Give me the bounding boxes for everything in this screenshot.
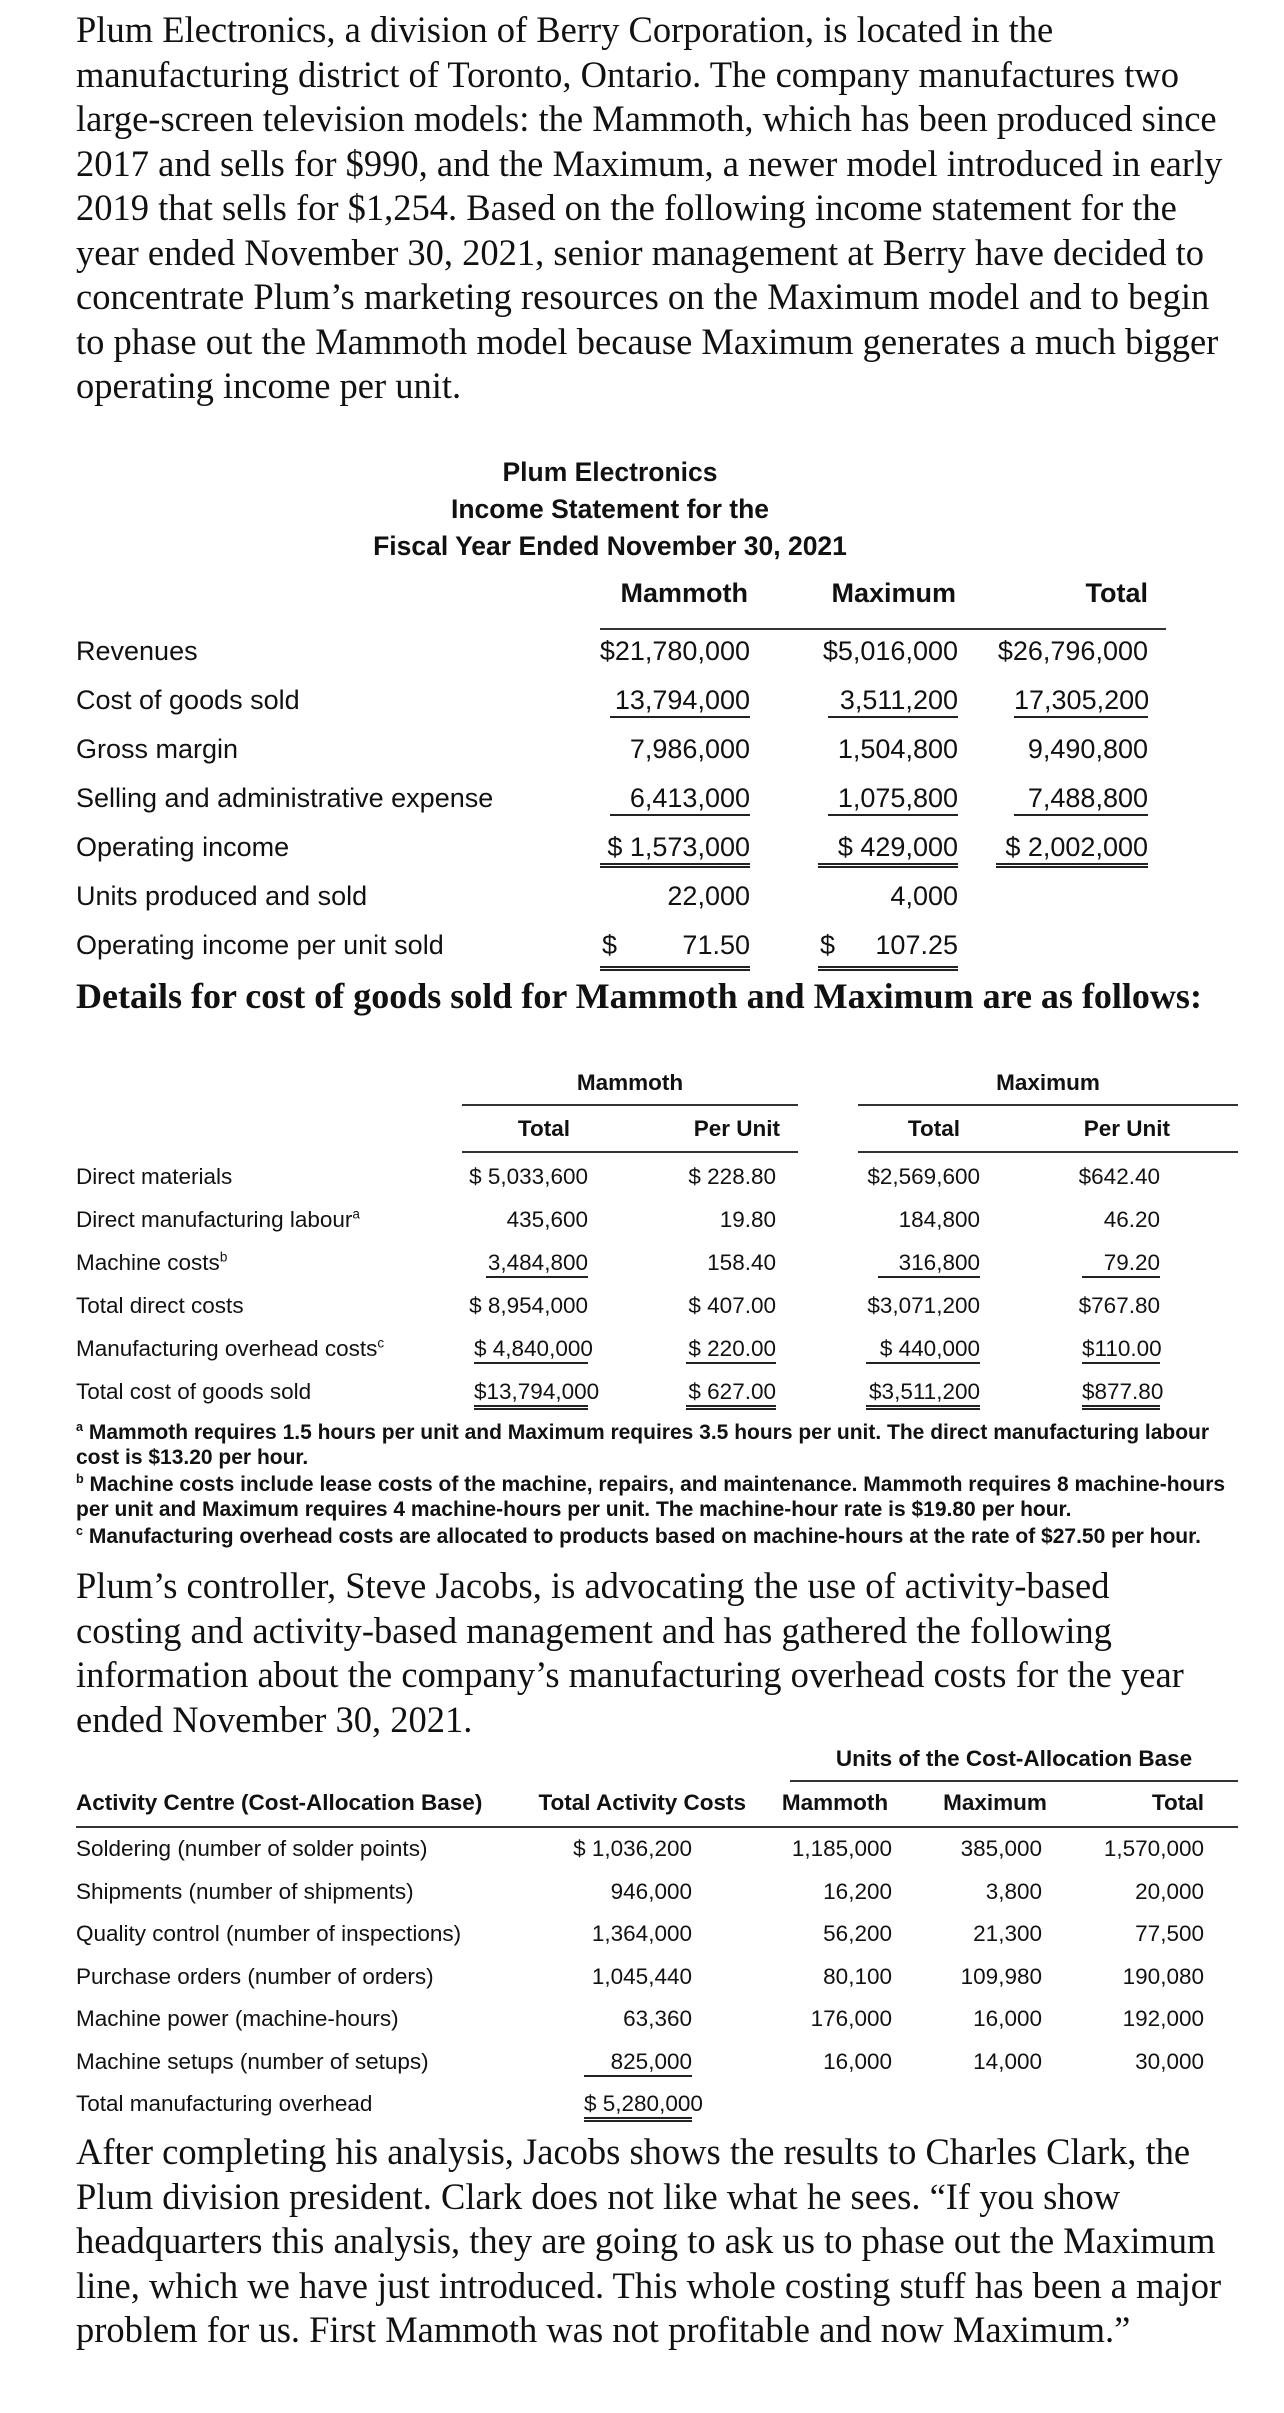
footnote-c-mark: c [76,1524,84,1538]
cogs-tdc-maximum-unit: $767.80 [1078,1293,1160,1318]
row-label-units: Units produced and sold [76,881,368,911]
income-statement-title [0,454,1220,565]
cogs-row-label-machine-text: Machine costs [76,1250,220,1275]
cogs-mc-maximum-total: 316,800 [878,1250,980,1278]
cogs-row-label-dml [76,1207,360,1233]
group-header-maximum: Maximum [996,1070,1100,1095]
subcol-rule-mammoth [462,1151,798,1153]
footnote-b [76,1472,1226,1522]
cogs-mc-mammoth-unit: 158.40 [707,1250,776,1275]
subcol-total-maximum: Total [907,1116,960,1141]
cogs-moh-mammoth-total: $ 4,840,000 [474,1336,588,1364]
subcol-rule-maximum [858,1151,1238,1153]
cell-revenues-maximum: $5,016,000 [822,636,958,666]
cogs-tdc-mammoth-total: $ 8,954,000 [469,1293,588,1318]
cogs-moh-mammoth-unit: $ 220.00 [686,1336,776,1364]
cogs-row-label-dml-text: Direct manufacturing labour [76,1207,353,1232]
currency-sign: $ [602,930,618,960]
activity-cell: 30,000 [1135,2048,1204,2074]
row-label-cogs: Cost of goods sold [76,685,300,715]
cogs-tdc-mammoth-unit: $ 407.00 [688,1293,776,1318]
subcol-per-unit-mammoth: Per Unit [693,1116,780,1141]
activity-col-maximum: Maximum [943,1790,1047,1815]
footnote-mark-b: b [219,1249,228,1265]
cogs-tdc-maximum-total: $3,071,200 [867,1293,980,1318]
footnote-mark-a: a [352,1206,360,1222]
cogs-dm-mammoth-total: $ 5,033,600 [469,1164,588,1189]
cogs-dml-mammoth-unit: 19.80 [719,1207,776,1232]
activity-row-label: Machine setups (number of setups) [76,2048,429,2074]
cell-cogs-mammoth: 13,794,000 [610,685,750,718]
cell-oi-per-unit-maximum-box [818,930,958,971]
subcol-per-unit-maximum: Per Unit [1083,1116,1170,1141]
activity-cell: 63,360 [623,2006,692,2031]
cell-operating-income-total: $ 2,002,000 [996,832,1148,868]
cell-selling-admin-maximum: 1,075,800 [828,783,958,816]
activity-group-header: Units of the Cost-Allocation Base [835,1746,1193,1771]
activity-cell: 1,364,000 [591,1921,692,1946]
activity-cell: 16,200 [823,1878,892,1904]
footnote-c [76,1524,1226,1549]
row-label-operating-income: Operating income [76,832,290,862]
group-rule-maximum [858,1104,1238,1106]
activity-cell: 21,300 [973,1921,1042,1946]
cell-revenues-mammoth: $21,780,000 [599,636,750,666]
activity-cell: 1,570,000 [1103,1836,1204,1861]
col-header-total: Total [1085,578,1148,608]
cell-selling-admin-mammoth: 6,413,000 [610,783,750,816]
activity-cell: 56,200 [823,1921,892,1946]
cell-gross-margin-mammoth: 7,986,000 [629,734,750,764]
cell-selling-admin-total: 7,488,800 [1014,783,1148,816]
col-header-mammoth: Mammoth [620,578,748,608]
title-line-3: Fiscal Year Ended November 30, 2021 [373,531,847,561]
activity-row-label: Machine power (machine-hours) [76,2006,399,2031]
cogs-dm-maximum-unit: $642.40 [1078,1164,1160,1189]
activity-cell: $ 1,036,200 [573,1836,692,1861]
cogs-row-label-total-cogs: Total cost of goods sold [76,1379,312,1404]
cell-cogs-maximum: 3,511,200 [828,685,958,718]
activity-cell: $ 5,280,000 [584,2091,692,2122]
cogs-row-label-overhead-text: Manufacturing overhead costs [76,1336,378,1361]
row-label-gross-margin: Gross margin [76,734,239,764]
group-header-mammoth: Mammoth [576,1070,684,1095]
cell-oi-per-unit-maximum: 107.25 [875,930,958,960]
activity-group-rule [790,1780,1238,1782]
activity-row-label: Total manufacturing overhead [76,2091,373,2116]
activity-row-label: Purchase orders (number of orders) [76,1963,434,1989]
cogs-tcogs-maximum-unit: $877.80 [1082,1379,1160,1410]
footnote-mark-c: c [377,1335,385,1351]
cogs-dml-mammoth-total: 435,600 [506,1207,588,1232]
cell-gross-margin-maximum: 1,504,800 [837,734,958,764]
activity-cell: 192,000 [1122,2006,1204,2031]
cogs-row-label-direct-materials: Direct materials [76,1164,233,1189]
cogs-mc-mammoth-total: 3,484,800 [486,1250,588,1278]
cogs-moh-maximum-unit: $110.00 [1082,1336,1160,1364]
activity-cell: 1,185,000 [791,1836,892,1861]
col-header-maximum: Maximum [831,578,956,608]
activity-cell: 14,000 [973,2048,1042,2074]
activity-cell: 1,045,440 [591,1963,692,1989]
cogs-dml-maximum-unit: 46.20 [1103,1207,1160,1232]
cogs-tcogs-mammoth-total: $13,794,000 [474,1379,588,1410]
activity-row-label: Shipments (number of shipments) [76,1878,414,1904]
footnote-a [76,1420,1226,1470]
activity-cell: 16,000 [973,2006,1042,2031]
title-line-2: Income Statement for the [450,494,770,524]
cogs-dml-maximum-total: 184,800 [898,1207,980,1232]
activity-cell: 109,980 [960,1963,1042,1989]
activity-row-label: Soldering (number of solder points) [76,1836,428,1861]
activity-cell: 3,800 [985,1878,1042,1904]
activity-cell: 385,000 [960,1836,1042,1861]
row-label-revenues: Revenues [76,636,198,666]
controller-paragraph: Plum’s controller, Steve Jacobs, is advocating the use of activity-based costing and activity-based management and has gathered the following information about the company’s manufacturing overhead costs for the year ended November 30, 2021. [76,1565,1184,1740]
footnote-a-mark: a [76,1420,84,1434]
row-label-oi-per-unit: Operating income per unit sold [76,930,444,960]
activity-cell: 825,000 [584,2049,692,2077]
title-line-1: Plum Electronics [502,457,718,487]
subcol-total-mammoth: Total [517,1116,570,1141]
activity-cell: 190,080 [1122,1963,1204,1989]
cogs-tcogs-maximum-total: $3,511,200 [866,1379,980,1410]
intro-paragraph: Plum Electronics, a division of Berry Corporation, is located in the manufacturing district of Toronto, Ontario. The company manufactures two large-screen television models: the Mammoth, which has been produced since 2017 and sells for $990, and the Maximum, a newer model introduced in early 2019 that sells for $1,254. Based on the following income statement for the year ended November 30, 2021, senior management at Berry have decided to concentrate Plum’s marketing resources on the Maximum model and to begin to phase out the Mammoth model because Maximum generates a much bigger operating income per unit. [76,9,1223,406]
currency-sign: $ [820,930,836,960]
closing-paragraph: After completing his analysis, Jacobs shows the results to Charles Clark, the Plum division president. Clark does not like what he sees. “If you show headquarters this analysis, they are going to ask us to phase out the Maximum line, which we have just introduced. This whole costing stuff has been a major problem for us. First Mammoth was not profitable and now Maximum.” [76,2131,1222,2350]
cell-operating-income-mammoth: $ 1,573,000 [600,832,750,868]
cogs-moh-maximum-total: $ 440,000 [866,1336,980,1364]
cogs-row-label-overhead [76,1336,384,1362]
activity-row-label: Quality control (number of inspections) [76,1921,462,1946]
header-rule [600,628,1166,630]
cogs-dm-mammoth-unit: $ 228.80 [688,1164,776,1189]
cogs-heading: Details for cost of goods sold for Mammoth and Maximum are as follows: [76,976,1202,1016]
row-label-selling-admin: Selling and administrative expense [76,783,494,813]
activity-cell: 20,000 [1135,1878,1204,1904]
activity-cell: 16,000 [823,2048,892,2074]
activity-cell: 80,100 [823,1963,892,1989]
cell-revenues-total: $26,796,000 [997,636,1148,666]
activity-col-mammoth: Mammoth [781,1790,889,1815]
cogs-mc-maximum-unit: 79.20 [1082,1250,1160,1278]
cogs-tcogs-mammoth-unit: $ 627.00 [686,1379,776,1410]
cogs-row-label-total-direct: Total direct costs [76,1293,244,1318]
activity-cell: 176,000 [810,2006,892,2031]
activity-col-total-costs: Total Activity Costs [538,1790,746,1815]
activity-col-activity-centre: Activity Centre (Cost-Allocation Base) [76,1790,483,1815]
cell-cogs-total: 17,305,200 [1014,685,1148,718]
footnote-b-text: Machine costs include lease costs of the machine, repairs, and maintenance. Mammoth requires 8 machine-hours per unit and Maximum requires 4 machine-hours per unit. The machine-hour rate is $19.80 per hour. [76,1473,1226,1521]
activity-header-rule [76,1826,1238,1828]
footnote-c-text: Manufacturing overhead costs are allocated to products based on machine-hours at the rate of $27.50 per hour. [88,1525,1201,1548]
cell-oi-per-unit-mammoth-box [600,930,750,971]
activity-col-total: Total [1151,1790,1204,1815]
cell-oi-per-unit-mammoth: 71.50 [682,930,750,960]
footnote-b-mark: b [76,1472,84,1486]
activity-cell: 77,500 [1135,1921,1204,1946]
cell-operating-income-maximum: $ 429,000 [818,832,958,868]
group-rule-mammoth [462,1104,798,1106]
cogs-row-label-machine [76,1250,227,1276]
cell-units-mammoth: 22,000 [667,881,750,911]
cell-gross-margin-total: 9,490,800 [1027,734,1148,764]
activity-cell: 946,000 [610,1878,692,1904]
cogs-dm-maximum-total: $2,569,600 [867,1164,980,1189]
footnote-a-text: Mammoth requires 1.5 hours per unit and Maximum requires 3.5 hours per unit. The direct manufacturing labour cost is $13.20 per hour. [76,1421,1210,1469]
cell-units-maximum: 4,000 [890,881,958,911]
